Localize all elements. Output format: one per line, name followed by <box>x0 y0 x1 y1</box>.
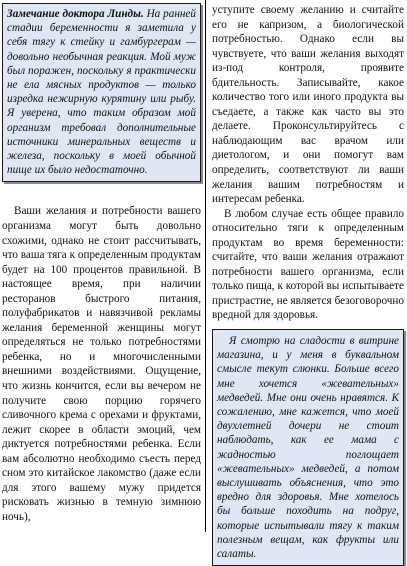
body-paragraph-2: В любом случае есть общее правило относительно тяги к определенным продуктам во время беременности: считайте, что ваши желания отражают потребности вашего организма, если только пища, к которой вы испытываете пристрастие, не является безоговорочно вредной для здоровья. <box>212 207 404 322</box>
spacer <box>2 182 201 204</box>
body-paragraph-1-continued: уступите своему желанию и считайте его не капризом, а биологической потребностью. Однако если вы чувствуете, что ваши желания выходят из-под контроля, проявите бдительность. Записывайте, какое количество того или иного продукта вы съедаете, а также как часто вы это делаете. Проконсультируйтесь с наблюдающим вас врачом или диетологом, и они помогут вам определить, соответствуют ли ваши желания вашим потребностям и интересам ребенка. <box>212 4 404 206</box>
quote-text: Я смотрю на сладости в витрине магазина, и у меня в буквальном смысле текут слюнки. Больше всего мне хочется «жевательных» медведей. Мне они очень нравятся. К сожалению, мне кажется, что моей двухлетней дочери не стоит наблюдать, как ее мама с жадностью поглощает «жевательных» медведей, а потом выслушивать объяснения, что это вредно для здоровья. Мне хотелось бы больше походить на подруг, которые испытывали тягу к таким полезным вещам, как фрукты или салаты. <box>217 335 399 561</box>
doctor-note-box <box>2 3 201 182</box>
quote-box <box>212 329 404 566</box>
right-column <box>212 3 404 566</box>
doctor-note <box>7 7 196 177</box>
body-paragraph-1: Ваши желания и потребности вашего организма могут быть довольно схожими, однако не стоит рассчитывать, что ваша тяга к определенным продуктам будет на 100 процентов правильной. В настоящее время, при наличии ресторанов быстрого питания, полуфабрикатов и навязчивой рекламы желания беременной женщины могут определяться не только потребностями ребенка, но и многочисленными внешними воздействиями. Ощущение, что жизнь кончится, если вы вечером не получите свою порцию горячего сливочного крема с орехами и фруктами, лежит скорее в области эмоций, чем диктуется потребностями ребенка. Если вам абсолютно необходимо съесть перед сном это китайское лакомство (даже если для этого вашему мужу придется рисковать жизнью в темную зимнюю ночь), <box>2 205 201 523</box>
doctor-note-text: На ранней стадии беременности я заметила у себя тягу к стейку и гамбургерам — довольно необычная реакция. Мой муж был поражен, поскольку я практически не ела мясных продуктов — только изредка нежирную курятину или рыбу. Я уверена, что таким образом мой организм требовал дополнительные источники минеральных веществ и железа, поскольку в моей обычной пище их было недостаточно. <box>7 8 196 177</box>
doctor-note-title: Замечание доктора Линды. <box>7 8 144 20</box>
left-column <box>2 3 201 524</box>
column-divider <box>205 0 206 532</box>
